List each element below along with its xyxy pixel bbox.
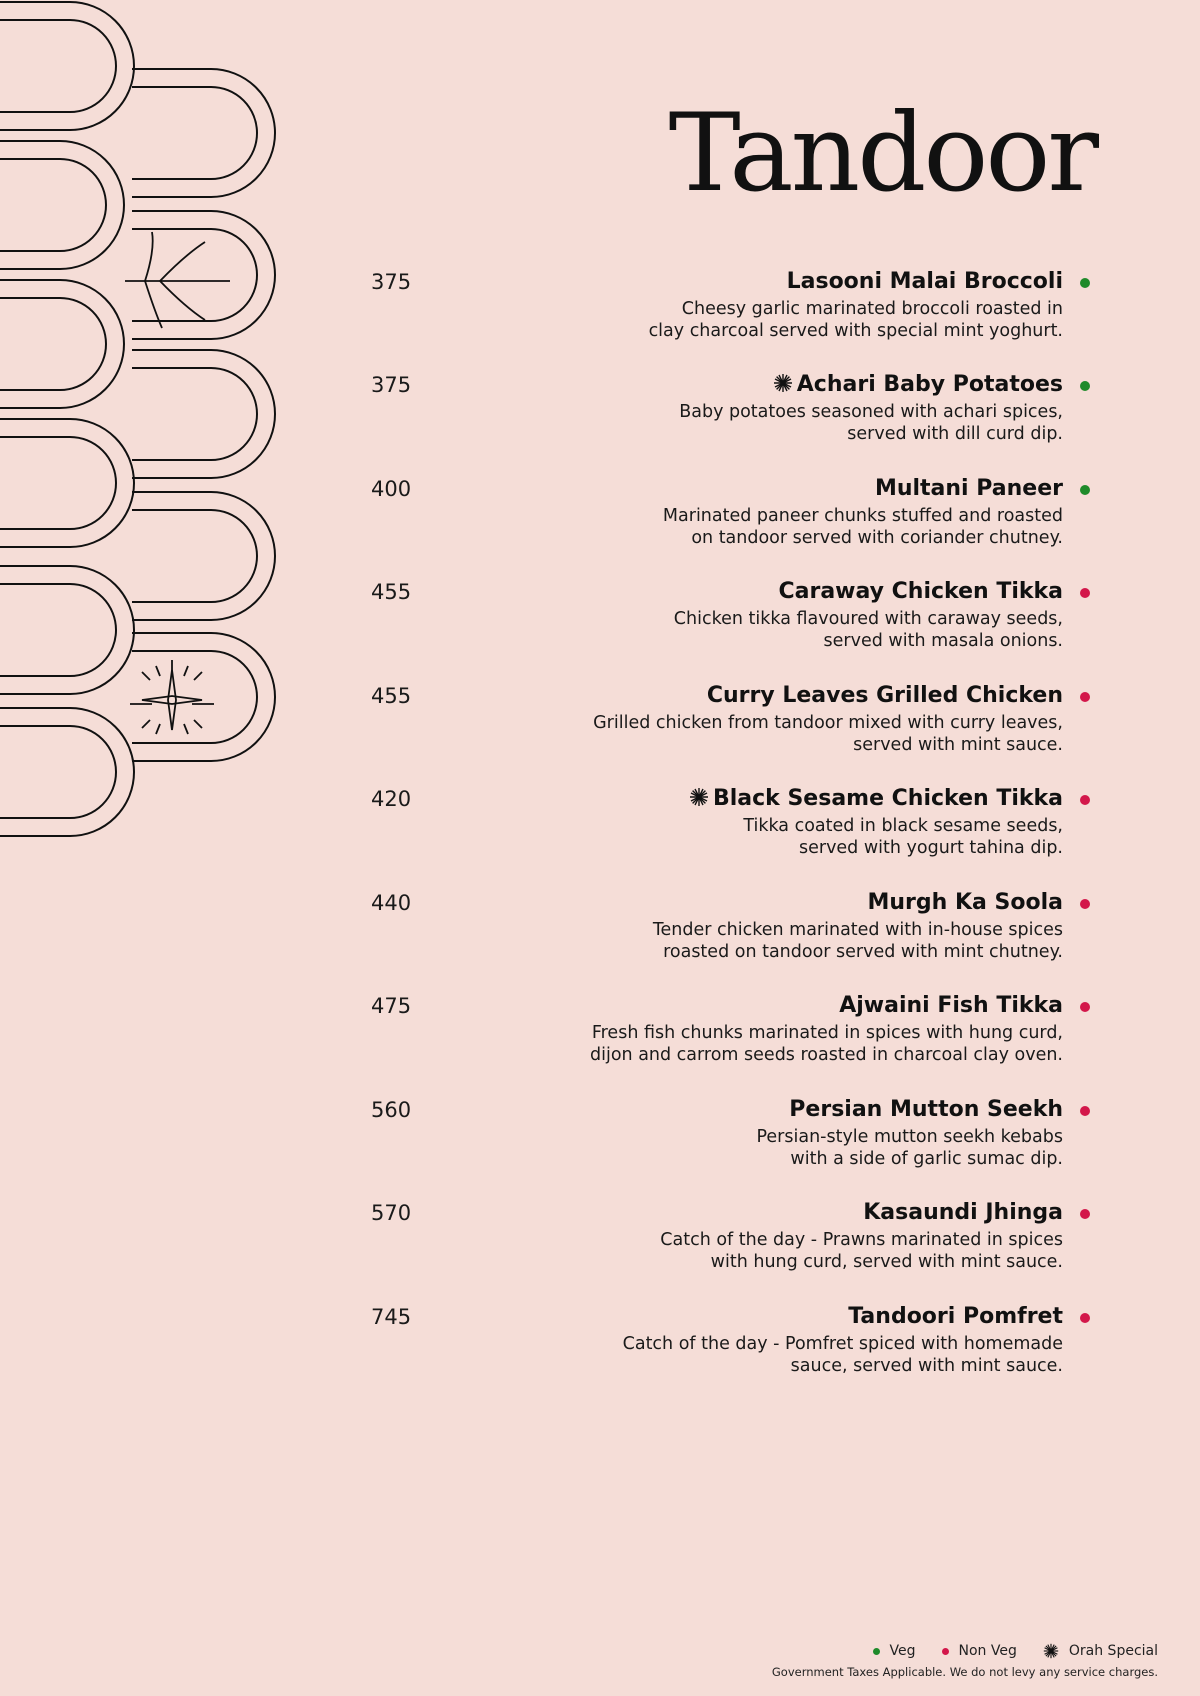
description-line: with hung curd, served with mint sauce. — [710, 1252, 1063, 1272]
description-line: roasted on tandoor served with mint chutney. — [663, 942, 1063, 962]
menu-item-name — [789, 1098, 1063, 1122]
menu-item-price: 400 — [371, 477, 412, 501]
menu-item-price: 375 — [371, 373, 412, 397]
special-star-icon — [689, 787, 709, 807]
menu-item — [0, 787, 1200, 877]
menu-item-price: 475 — [371, 994, 412, 1018]
menu-item-name — [707, 684, 1063, 708]
menu-item-description — [679, 401, 1063, 445]
menu-item-name — [848, 1305, 1063, 1329]
description-line: Catch of the day - Prawns marinated in spices — [660, 1230, 1063, 1250]
description-line: Persian-style mutton seekh kebabs — [756, 1127, 1063, 1147]
non-veg-dot-icon — [942, 1648, 949, 1655]
menu-item-price: 375 — [371, 270, 412, 294]
description-line: Tender chicken marinated with in-house spices — [652, 920, 1063, 940]
description-line: Marinated paneer chunks stuffed and roasted — [662, 506, 1063, 526]
description-line: served with masala onions. — [823, 631, 1063, 651]
menu-item — [0, 1201, 1200, 1291]
description-line: dijon and carrom seeds roasted in charcoal clay oven. — [590, 1045, 1063, 1065]
menu-item-description — [674, 608, 1063, 652]
menu-item-name — [875, 477, 1063, 501]
menu-item-name-text: Tandoori Pomfret — [848, 1304, 1063, 1329]
menu-item-name-text: Achari Baby Potatoes — [796, 372, 1063, 397]
menu-item-name — [868, 891, 1064, 915]
legend-veg-label: Veg — [889, 1643, 916, 1659]
description-line: served with mint sauce. — [853, 735, 1063, 755]
description-line: on tandoor served with coriander chutney. — [691, 528, 1063, 548]
legend-special — [1043, 1643, 1158, 1659]
non-veg-dot-icon — [1080, 1002, 1090, 1012]
menu-item — [0, 684, 1200, 774]
menu-item — [0, 891, 1200, 981]
veg-dot-icon — [1080, 278, 1090, 288]
menu-item-description — [623, 1333, 1063, 1377]
legend-non-veg — [942, 1643, 1017, 1659]
menu-item-price: 570 — [371, 1201, 412, 1225]
menu-item-price: 560 — [371, 1098, 412, 1122]
menu-item — [0, 373, 1200, 463]
veg-dot-icon — [1080, 485, 1090, 495]
menu-item-name-text: Curry Leaves Grilled Chicken — [706, 683, 1063, 708]
description-line: Grilled chicken from tandoor mixed with curry leaves, — [593, 713, 1063, 733]
description-line: Fresh fish chunks marinated in spices with hung curd, — [591, 1023, 1063, 1043]
non-veg-dot-icon — [1080, 899, 1090, 909]
menu-item-name — [839, 994, 1063, 1018]
menu-item — [0, 270, 1200, 360]
description-line: served with yogurt tahina dip. — [798, 838, 1063, 858]
menu-item-name-text: Persian Mutton Seekh — [789, 1097, 1063, 1122]
menu-item-description — [743, 815, 1063, 859]
menu-item-description — [593, 712, 1063, 756]
footnote: Government Taxes Applicable. We do not levy any service charges. — [771, 1665, 1158, 1679]
menu-item-name — [778, 580, 1063, 604]
non-veg-dot-icon — [1080, 1106, 1090, 1116]
menu-item-name-text: Kasaundi Jhinga — [863, 1200, 1063, 1225]
menu-item-name — [863, 1201, 1063, 1225]
menu-item-name-text: Lasooni Malai Broccoli — [786, 269, 1063, 294]
menu-item-description — [590, 1022, 1063, 1066]
description-line: Chicken tikka flavoured with caraway seeds, — [673, 609, 1063, 629]
menu-item — [0, 994, 1200, 1084]
special-star-icon — [1043, 1643, 1059, 1659]
non-veg-dot-icon — [1080, 1313, 1090, 1323]
description-line: Baby potatoes seasoned with achari spices, — [679, 402, 1063, 422]
menu-item-name-text: Black Sesame Chicken Tikka — [712, 786, 1063, 811]
menu-item-name-text: Multani Paneer — [874, 476, 1063, 501]
non-veg-dot-icon — [1080, 588, 1090, 598]
menu-item-name — [689, 787, 1063, 811]
menu-item-description — [660, 1229, 1063, 1273]
legend-non-veg-label: Non Veg — [958, 1643, 1017, 1659]
menu-item-price: 455 — [371, 684, 412, 708]
veg-dot-icon — [873, 1648, 880, 1655]
menu-item-name — [773, 373, 1063, 397]
description-line: Catch of the day - Pomfret spiced with homemade — [622, 1334, 1063, 1354]
menu-item-description — [649, 298, 1063, 342]
veg-dot-icon — [1080, 381, 1090, 391]
description-line: with a side of garlic sumac dip. — [790, 1149, 1063, 1169]
description-line: Cheesy garlic marinated broccoli roasted in — [681, 299, 1063, 319]
description-line: clay charcoal served with special mint yoghurt. — [648, 321, 1063, 341]
menu-item-description — [663, 505, 1063, 549]
non-veg-dot-icon — [1080, 795, 1090, 805]
menu-item-name-text: Murgh Ka Soola — [867, 890, 1063, 915]
menu-item-description — [756, 1126, 1063, 1170]
menu-item-name — [787, 270, 1063, 294]
menu-item-price: 455 — [371, 580, 412, 604]
menu-item-price: 440 — [371, 891, 412, 915]
menu-item — [0, 1305, 1200, 1395]
menu-item-price: 745 — [371, 1305, 412, 1329]
special-star-icon — [773, 373, 793, 393]
legend — [847, 1643, 1158, 1659]
legend-special-label: Orah Special — [1068, 1643, 1158, 1659]
description-line: sauce, served with mint sauce. — [790, 1356, 1063, 1376]
menu-item-price: 420 — [371, 787, 412, 811]
menu-item — [0, 580, 1200, 670]
legend-veg — [873, 1643, 916, 1659]
menu-item — [0, 1098, 1200, 1188]
menu-item-description — [653, 919, 1063, 963]
page-title: Tandoor — [668, 91, 1096, 216]
menu-item — [0, 477, 1200, 567]
menu-item-name-text: Ajwaini Fish Tikka — [839, 993, 1063, 1018]
non-veg-dot-icon — [1080, 692, 1090, 702]
description-line: Tikka coated in black sesame seeds, — [743, 816, 1063, 836]
non-veg-dot-icon — [1080, 1209, 1090, 1219]
description-line: served with dill curd dip. — [847, 424, 1063, 444]
menu-item-name-text: Caraway Chicken Tikka — [778, 579, 1063, 604]
